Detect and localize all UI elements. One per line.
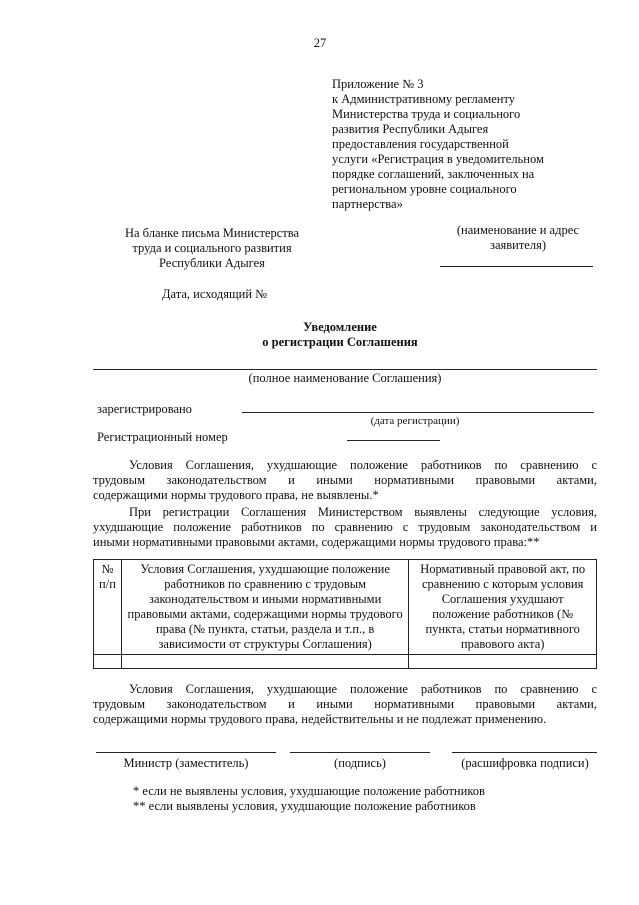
para-line: Условия Соглашения, ухудшающие положение работников по сравнению с (129, 458, 597, 472)
para-line: трудовым законодательством и иными нормативными правовыми актами, (93, 697, 597, 711)
minister-caption: Министр (заместитель) (123, 756, 249, 770)
footnote-violations: ** если выявлены условия, ухудшающие положение работников (133, 799, 476, 813)
registration-number-underline (347, 440, 440, 441)
table-header-number: № п/п (94, 560, 122, 655)
appendix-line: развития Республики Адыгея (332, 122, 489, 136)
registration-date-caption: (дата регистрации) (370, 415, 460, 427)
minister-signature-line (96, 752, 276, 753)
registered-label: зарегистрировано (97, 402, 192, 416)
appendix-line: партнерства» (332, 197, 403, 211)
paragraph-invalid-conditions (93, 682, 597, 727)
para-line: трудовым законодательством и иными нормативными правовыми актами, (93, 473, 597, 487)
para-line: При регистрации Соглашения Министерством выявлены следующие условия, (129, 505, 597, 519)
signature-caption: (подпись) (334, 756, 386, 770)
paragraph-no-violations (93, 458, 597, 503)
table-header-normative-act: Нормативный правовой акт, по сравнению с которым условия Соглашения ухудшают положение работников (№ пункта, статьи нормативного правового акта) (409, 560, 597, 655)
document-title (200, 320, 480, 350)
letterhead-line: Республики Адыгея (159, 256, 265, 270)
paragraph-violations-found (93, 505, 597, 550)
applicant-block (440, 223, 596, 253)
applicant-underline (440, 266, 593, 267)
para-line: содержащими нормы трудового права, не выявлены.* (93, 488, 379, 502)
registration-date-underline (242, 412, 594, 413)
para-line: содержащими нормы трудового права, недействительны и не подлежат применению. (93, 712, 547, 726)
footnotes (133, 784, 573, 814)
table-header-conditions: Условия Соглашения, ухудшающие положение работников по сравнению с трудовым законодательством и иными нормативными правовыми актами, содержащими нормы трудового права (№ пункта, статьи, раздела и т.п., в зависимости от структуры Соглашения) (121, 560, 408, 655)
letterhead-line: труда и социального развития (132, 241, 292, 255)
date-outgoing-label: Дата, исходящий № (162, 287, 268, 301)
title-line: о регистрации Соглашения (262, 335, 418, 349)
para-line: ухудшающие положение работников по сравнению с трудовым законодательством и (93, 520, 597, 534)
table-cell[interactable] (409, 655, 597, 669)
title-line: Уведомление (303, 320, 377, 334)
decoding-signature-line (452, 752, 597, 753)
table-cell[interactable] (94, 655, 122, 669)
violations-table (93, 559, 597, 669)
registration-number-label: Регистрационный номер (97, 430, 228, 444)
applicant-line: (наименование и адрес (456, 223, 580, 237)
signature-line (290, 752, 430, 753)
table-header-row (94, 560, 597, 655)
appendix-line: региональном уровне социального (332, 182, 517, 196)
appendix-line: порядке соглашений, заключенных на (332, 167, 535, 181)
table-row (94, 655, 597, 669)
letterhead-block (112, 226, 312, 271)
table-cell[interactable] (121, 655, 408, 669)
appendix-line: Приложение № 3 (332, 77, 424, 91)
footnote-no-violations: * если не выявлены условия, ухудшающие положение работников (133, 784, 485, 798)
appendix-line: Министерства труда и социального (332, 107, 521, 121)
para-line: иными нормативными правовыми актами, содержащими нормы трудового права:** (93, 535, 540, 549)
decoding-caption: (расшифровка подписи) (461, 756, 589, 770)
page-number: 27 (313, 36, 327, 50)
para-line: Условия Соглашения, ухудшающие положение работников по сравнению с (129, 682, 597, 696)
agreement-name-caption: (полное наименование Соглашения) (248, 371, 442, 385)
applicant-line: заявителя) (490, 238, 546, 252)
letterhead-line: На бланке письма Министерства (124, 226, 300, 240)
agreement-name-underline (93, 369, 597, 370)
appendix-block (332, 77, 602, 212)
appendix-line: предоставления государственной (332, 137, 509, 151)
appendix-line: услуги «Регистрация в уведомительном (332, 152, 544, 166)
appendix-line: к Административному регламенту (332, 92, 516, 106)
